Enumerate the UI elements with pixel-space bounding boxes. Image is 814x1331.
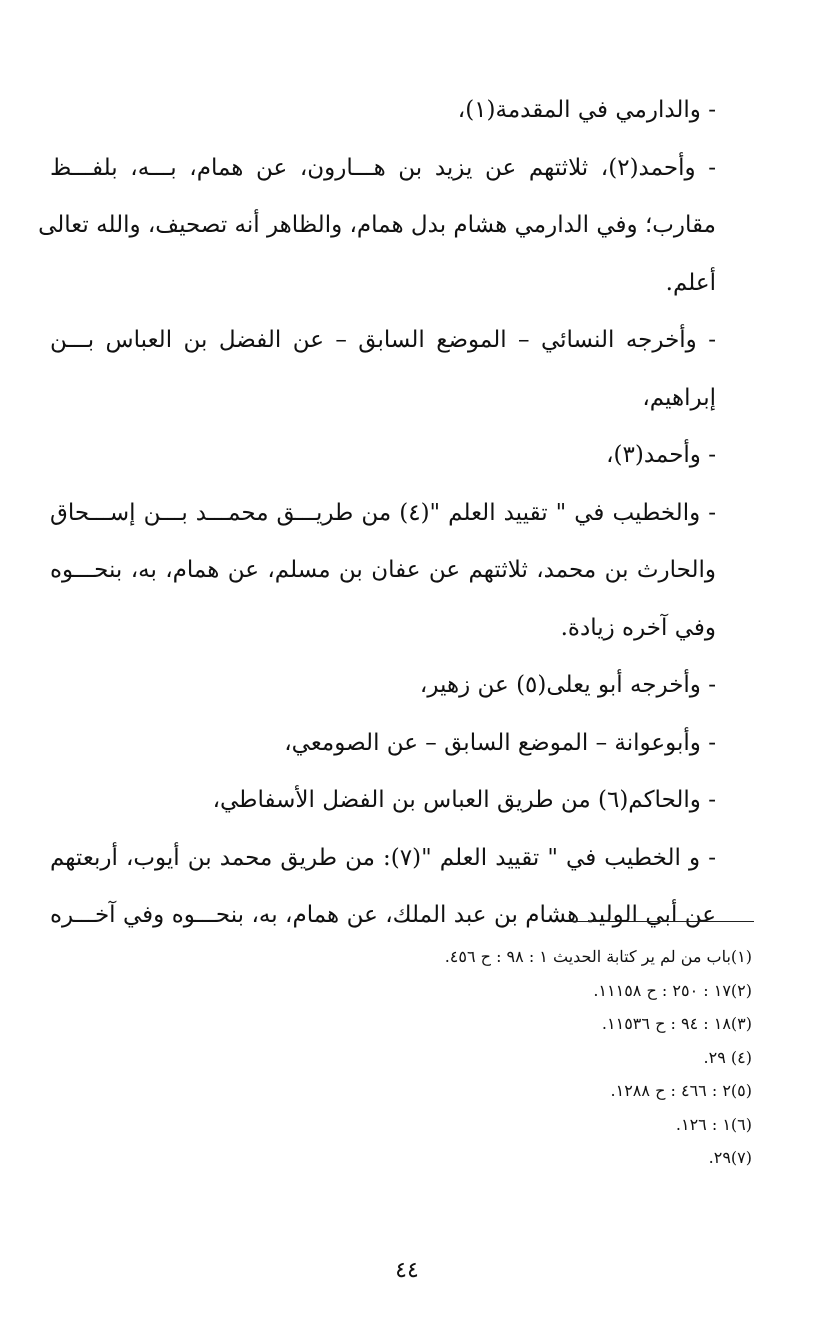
text-line: - وأبوعوانة – الموضع السابق – عن الصومعي، — [284, 729, 716, 756]
text-line: - والحاكم(٦) من طريق العباس بن الفضل الأسفاطي، — [212, 787, 716, 813]
footnote: (٧)٢٩. — [708, 1148, 752, 1167]
footnote: (٥)٢ : ٤٦٦ : ح ١٢٨٨. — [610, 1081, 752, 1100]
footnotes — [152, 940, 752, 1175]
text-line: - وأحمد(٣)، — [606, 442, 716, 468]
text-line: - وأخرجه النسائي – الموضع السابق – عن الفضل بن العباس بـــن — [50, 327, 716, 353]
text-line: إبراهيم، — [642, 384, 716, 411]
text-line: وفي آخره زيادة. — [560, 614, 716, 641]
footnote-separator — [568, 921, 754, 922]
text-line: أعلم. — [665, 269, 716, 296]
text-line: - وأحمد(٢)، ثلاثتهم عن يزيد بن هـــارون، عن همام، بـــه، بلفـــظ — [50, 154, 716, 181]
page-number: ٤٤ — [395, 1258, 419, 1283]
footnote: (٣)١٨ : ٩٤ : ح ١١٥٣٦. — [601, 1014, 752, 1033]
footnote: (٤) ٢٩. — [703, 1047, 752, 1067]
main-text — [38, 82, 716, 945]
footnote: (٦)١ : ١٢٦. — [675, 1114, 752, 1134]
text-line: والحارث بن محمد، ثلاثتهم عن عفان بن مسلم، عن همام، به، بنحـــوه — [50, 557, 716, 583]
text-line: - وأخرجه أبو يعلى(٥) عن زهير، — [419, 672, 716, 698]
text-line: مقارب؛ وفي الدارمي هشام بدل همام، والظاهر أنه تصحيف، والله تعالى — [38, 212, 716, 238]
text-line: - و الخطيب في " تقييد العلم "(٧): من طريق محمد بن أيوب، أربعتهم — [50, 844, 716, 871]
footnote: (٢)١٧ : ٢٥٠ : ح ١١١٥٨. — [593, 980, 752, 1000]
text-line: عن أبي الوليد هشام بن عبد الملك، عن همام، به، بنحـــوه وفي آخـــره — [50, 902, 716, 928]
footnote: (١)باب من لم ير كتابة الحديث ١ : ٩٨ : ح ٤٥٦. — [444, 947, 752, 966]
text-line: - والخطيب في " تقييد العلم "(٤) من طريـــق محمـــد بـــن إســـحاق — [50, 499, 716, 526]
text-line: - والدارمي في المقدمة(١)، — [457, 97, 716, 123]
